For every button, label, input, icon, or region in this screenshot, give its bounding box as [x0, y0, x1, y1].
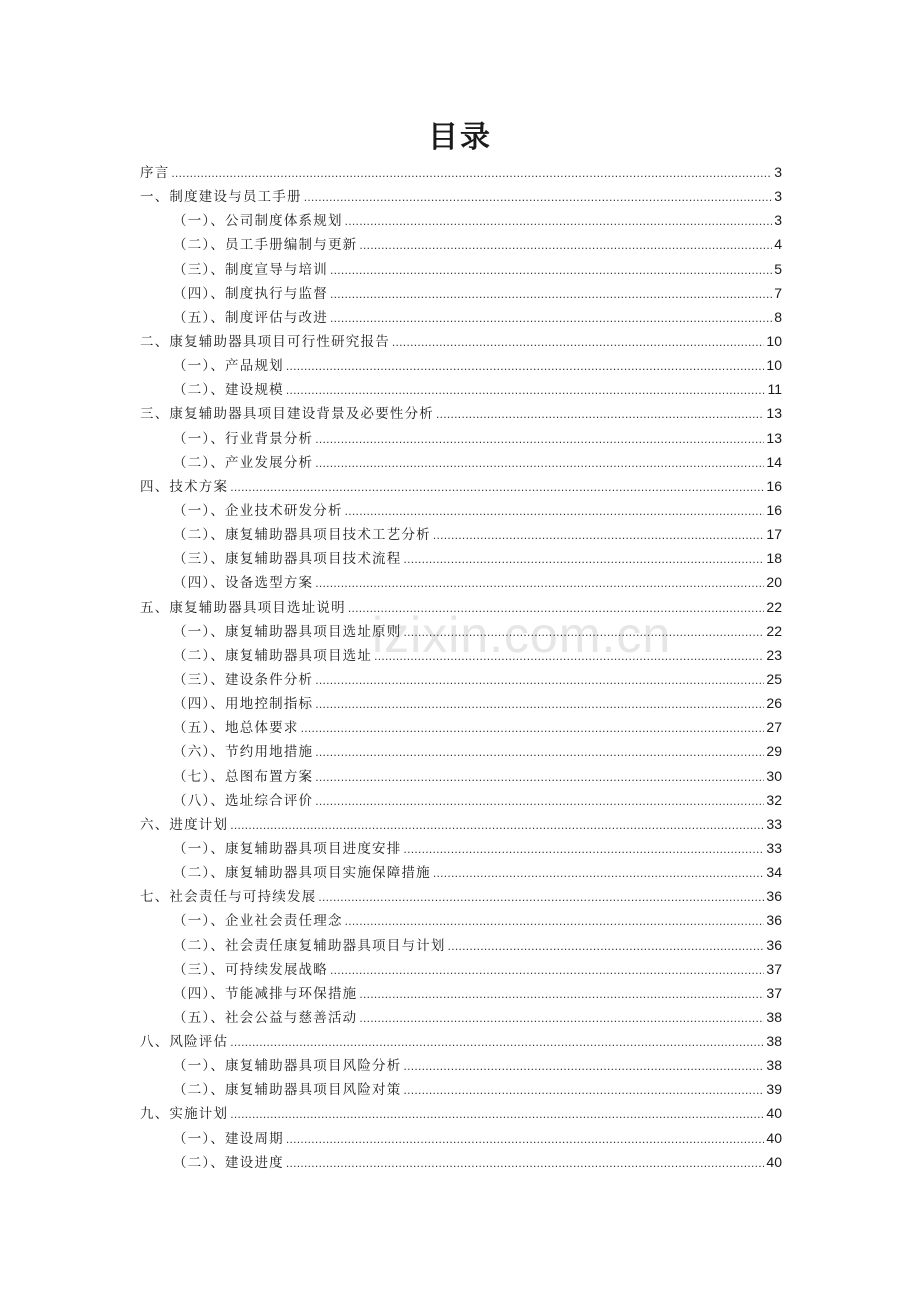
toc-page-number: 3 — [774, 212, 782, 229]
watermark: izixin.com.cn — [372, 607, 672, 663]
toc-dot-leader — [304, 185, 773, 209]
toc-dot-leader — [330, 958, 764, 982]
toc-dot-leader — [448, 934, 765, 958]
toc-dot-leader — [286, 354, 765, 378]
toc-dot-leader — [436, 402, 764, 426]
toc-entry-label: （一）、行业背景分析 — [173, 430, 314, 447]
toc-page-number: 16 — [766, 501, 782, 518]
toc-section-entry[interactable] — [140, 474, 782, 498]
toc-dot-leader — [403, 547, 764, 571]
toc-entry-label: （二）、康复辅助器具项目风险对策 — [173, 1082, 402, 1099]
toc-entry-label: 三、康复辅助器具项目建设背景及必要性分析 — [140, 406, 434, 423]
toc-dot-leader — [330, 282, 772, 306]
toc-dot-leader — [403, 1078, 764, 1102]
toc-entry-label: （二）、建设进度 — [173, 1154, 284, 1171]
toc-page-number: 10 — [766, 357, 782, 374]
toc-entry-label: （二）、康复辅助器具项目选址 — [173, 647, 373, 664]
toc-page-number: 3 — [774, 164, 782, 180]
toc-entry-label: （七）、总图布置方案 — [173, 768, 314, 785]
toc-subsection-entry[interactable] — [140, 836, 782, 860]
toc-entry-label: （二）、康复辅助器具项目技术工艺分析 — [173, 527, 431, 544]
toc-entry-label: （五）、社会公益与慈善活动 — [173, 1009, 358, 1026]
toc-page-number: 40 — [766, 1105, 782, 1122]
toc-entry-label: （二）、建设规模 — [173, 382, 284, 399]
toc-page-number: 18 — [766, 550, 782, 567]
toc-subsection-entry[interactable] — [140, 498, 782, 522]
toc-page-number: 36 — [766, 936, 782, 953]
toc-subsection-entry[interactable] — [140, 281, 782, 305]
toc-section-entry[interactable] — [140, 595, 782, 619]
toc-section-entry[interactable] — [140, 184, 782, 208]
toc-entry-label: 五、康复辅助器具项目选址说明 — [140, 599, 346, 616]
toc-entry-label: 七、社会责任与可持续发展 — [140, 889, 317, 906]
toc-subsection-entry[interactable] — [140, 450, 782, 474]
toc-page-number: 37 — [766, 984, 782, 1001]
toc-dot-leader — [359, 982, 764, 1006]
toc-entry-label: 一、制度建设与员工手册 — [140, 189, 302, 206]
toc-page-number: 20 — [766, 574, 782, 591]
toc-dot-leader — [330, 258, 772, 282]
toc-subsection-entry[interactable] — [140, 426, 782, 450]
toc-subsection-entry[interactable] — [140, 546, 782, 570]
toc-subsection-entry[interactable] — [140, 353, 782, 377]
toc-page-number: 26 — [766, 695, 782, 712]
toc-section-entry[interactable] — [140, 401, 782, 425]
toc-subsection-entry[interactable] — [140, 1053, 782, 1077]
toc-dot-leader — [230, 1102, 764, 1126]
toc-subsection-entry[interactable] — [140, 981, 782, 1005]
toc-dot-leader — [345, 909, 765, 933]
toc-subsection-entry[interactable] — [140, 570, 782, 594]
toc-subsection-entry[interactable] — [140, 377, 782, 401]
toc-entry-label: （二）、康复辅助器具项目实施保障措施 — [173, 865, 431, 882]
toc-page-number: 27 — [766, 719, 782, 736]
toc-page-number: 17 — [766, 526, 782, 543]
toc-dot-leader — [230, 813, 764, 837]
toc-dot-leader — [433, 861, 765, 885]
toc-subsection-entry[interactable] — [140, 305, 782, 329]
toc-subsection-entry[interactable] — [140, 208, 782, 232]
toc-dot-leader — [315, 668, 764, 692]
toc-dot-leader — [230, 475, 764, 499]
toc-dot-leader — [359, 1006, 764, 1030]
toc-page-number: 40 — [766, 1153, 782, 1170]
toc-page-number: 33 — [766, 815, 782, 832]
toc-subsection-entry[interactable] — [140, 957, 782, 981]
toc-subsection-entry[interactable] — [140, 788, 782, 812]
toc-page-number: 37 — [766, 960, 782, 977]
toc-entry-label: （五）、地总体要求 — [173, 720, 299, 737]
toc-entry-label: （四）、设备选型方案 — [173, 575, 314, 592]
toc-subsection-entry[interactable] — [140, 1005, 782, 1029]
toc-page-number: 38 — [766, 1033, 782, 1050]
toc-entry-label: （一）、企业社会责任理念 — [173, 913, 343, 930]
toc-page-number: 7 — [774, 284, 782, 301]
toc-dot-leader — [318, 885, 764, 909]
toc-entry-label: （三）、制度宣导与培训 — [173, 261, 328, 278]
toc-page-number: 36 — [766, 888, 782, 905]
toc-subsection-entry[interactable] — [140, 1150, 782, 1174]
toc-subsection-entry[interactable] — [140, 908, 782, 932]
toc-entry-label: （三）、可持续发展战略 — [173, 961, 328, 978]
toc-page-number: 34 — [766, 864, 782, 881]
toc-subsection-entry[interactable] — [140, 691, 782, 715]
toc-subsection-entry[interactable] — [140, 933, 782, 957]
toc-section-entry[interactable] — [140, 884, 782, 908]
toc-page-number: 4 — [774, 236, 782, 253]
toc-entry-label: 九、实施计划 — [140, 1106, 229, 1123]
toc-dot-leader — [374, 644, 764, 668]
toc-dot-leader — [301, 716, 765, 740]
toc-page-number: 13 — [766, 405, 782, 422]
toc-subsection-entry[interactable] — [140, 860, 782, 884]
toc-dot-leader — [315, 571, 764, 595]
toc-entry-label: （一）、企业技术研发分析 — [173, 502, 343, 519]
toc-page-number: 11 — [767, 381, 782, 398]
toc-entry-label: （八）、选址综合评价 — [173, 792, 314, 809]
toc-entry-label: （一）、康复辅助器具项目风险分析 — [173, 1058, 402, 1075]
toc-entry-label: 六、进度计划 — [140, 816, 229, 833]
toc-entry-label: （五）、制度评估与改进 — [173, 309, 328, 326]
toc-dot-leader — [359, 233, 772, 257]
toc-dot-leader — [171, 161, 772, 185]
toc-dot-leader — [345, 499, 765, 523]
toc-subsection-entry[interactable] — [140, 522, 782, 546]
toc-page-number: 3 — [774, 188, 782, 205]
toc-dot-leader — [392, 330, 765, 354]
toc-dot-leader — [315, 427, 764, 451]
toc-dot-leader — [315, 451, 764, 475]
toc-dot-leader — [286, 378, 766, 402]
toc-page-number: 10 — [766, 332, 782, 349]
toc-entry-label: 八、风险评估 — [140, 1034, 229, 1051]
toc-subsection-entry[interactable] — [140, 232, 782, 256]
table-of-contents — [140, 160, 782, 1174]
toc-entry-label: （四）、节能减排与环保措施 — [173, 985, 358, 1002]
toc-page-number: 29 — [766, 743, 782, 760]
toc-entry-label: （四）、制度执行与监督 — [173, 285, 328, 302]
toc-subsection-entry[interactable] — [140, 1077, 782, 1101]
toc-dot-leader — [286, 1127, 765, 1151]
toc-page-number: 5 — [774, 260, 782, 277]
toc-subsection-entry[interactable] — [140, 257, 782, 281]
toc-subsection-entry[interactable] — [140, 764, 782, 788]
toc-page-number: 40 — [766, 1129, 782, 1146]
toc-subsection-entry[interactable] — [140, 715, 782, 739]
toc-entry-label: （三）、建设条件分析 — [173, 671, 314, 688]
toc-page-number: 30 — [766, 767, 782, 784]
toc-entry-label: 序言 — [140, 165, 170, 181]
toc-dot-leader — [330, 306, 772, 330]
toc-dot-leader — [433, 523, 765, 547]
toc-dot-leader — [315, 692, 764, 716]
toc-page-number: 8 — [774, 308, 782, 325]
toc-entry-label: （一）、产品规划 — [173, 358, 284, 375]
page-title: 目录 — [428, 120, 492, 155]
toc-page-number: 16 — [766, 477, 782, 494]
toc-entry-label: （三）、康复辅助器具项目技术流程 — [173, 551, 402, 568]
toc-subsection-entry[interactable] — [140, 739, 782, 763]
toc-subsection-entry[interactable] — [140, 643, 782, 667]
toc-page-number: 33 — [766, 839, 782, 856]
toc-dot-leader — [403, 837, 764, 861]
toc-page-number: 23 — [766, 646, 782, 663]
toc-page-number: 32 — [766, 791, 782, 808]
toc-entry-label: （一）、建设周期 — [173, 1130, 284, 1147]
toc-page-number: 38 — [766, 1008, 782, 1025]
toc-entry-label: 四、技术方案 — [140, 478, 229, 495]
toc-entry-label: （二）、员工手册编制与更新 — [173, 237, 358, 254]
toc-entry-label: （一）、康复辅助器具项目进度安排 — [173, 840, 402, 857]
toc-dot-leader — [286, 1151, 765, 1175]
toc-page-number: 14 — [766, 453, 782, 470]
toc-dot-leader — [315, 740, 764, 764]
toc-entry-label: （一）、康复辅助器具项目选址原则 — [173, 623, 402, 640]
toc-page-number: 39 — [766, 1081, 782, 1098]
toc-section-entry[interactable] — [140, 812, 782, 836]
toc-page-number: 13 — [766, 429, 782, 446]
toc-entry-label: （二）、产业发展分析 — [173, 454, 314, 471]
toc-section-entry[interactable] — [140, 329, 782, 353]
toc-entry-label: （四）、用地控制指标 — [173, 696, 314, 713]
toc-entry-label: （二）、社会责任康复辅助器具项目与计划 — [173, 937, 446, 954]
toc-subsection-entry[interactable] — [140, 619, 782, 643]
toc-entry-label: 二、康复辅助器具项目可行性研究报告 — [140, 333, 390, 350]
toc-dot-leader — [403, 1054, 764, 1078]
toc-entry-label: （一）、公司制度体系规划 — [173, 213, 343, 230]
toc-subsection-entry[interactable] — [140, 1126, 782, 1150]
toc-subsection-entry[interactable] — [140, 667, 782, 691]
toc-dot-leader — [230, 1030, 764, 1054]
toc-section-entry[interactable] — [140, 160, 782, 184]
toc-page-number: 36 — [766, 912, 782, 929]
toc-page-number: 25 — [766, 670, 782, 687]
toc-dot-leader — [345, 209, 773, 233]
toc-page-number: 38 — [766, 1057, 782, 1074]
toc-page-number: 22 — [766, 622, 782, 639]
toc-dot-leader — [315, 789, 764, 813]
toc-dot-leader — [315, 765, 764, 789]
toc-section-entry[interactable] — [140, 1029, 782, 1053]
toc-page-number: 22 — [766, 598, 782, 615]
toc-dot-leader — [348, 596, 765, 620]
toc-section-entry[interactable] — [140, 1101, 782, 1125]
toc-dot-leader — [403, 620, 764, 644]
toc-entry-label: （六）、节约用地措施 — [173, 744, 314, 761]
